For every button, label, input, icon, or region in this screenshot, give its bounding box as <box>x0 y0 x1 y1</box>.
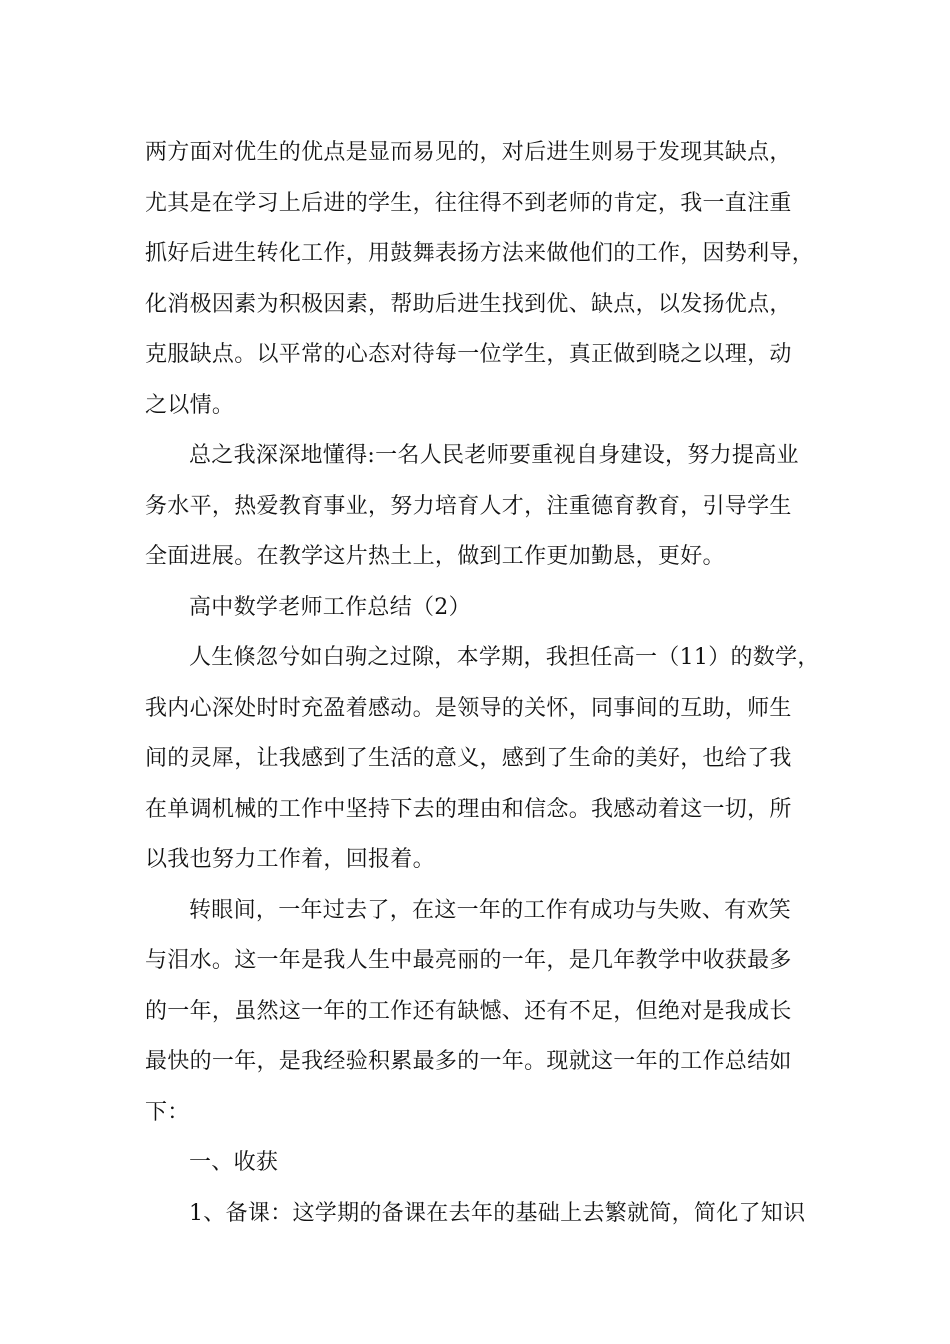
text-line: 克服缺点。以平常的心态对待每一位学生，真正做到晓之以理，动 <box>145 342 792 367</box>
document-body <box>145 128 825 1239</box>
text-line: 我内心深处时时充盈着感动。是领导的关怀，同事间的互助，师生 <box>145 695 792 721</box>
text-line: 的一年，虽然这一年的工作还有缺憾、还有不足，但绝对是我成长 <box>145 998 792 1024</box>
text-line: 最快的一年，是我经验积累最多的一年。现就这一年的工作总结如 <box>145 1049 792 1074</box>
text-line: 下： <box>145 1099 190 1125</box>
text-line: 抓好后进生转化工作，用鼓舞表扬方法来做他们的工作，因势利导， <box>145 241 815 266</box>
subsection-title: 一、收获 <box>189 1150 279 1175</box>
paragraph-start-line: 1、备课：这学期的备课在去年的基础上去繁就简，简化了知识 <box>189 1200 806 1226</box>
section-title: 高中数学老师工作总结（2） <box>189 594 471 620</box>
text-line: 以我也努力工作着，回报着。 <box>145 847 435 872</box>
text-line: 化消极因素为积极因素，帮助后进生找到优、缺点，以发扬优点， <box>145 291 792 317</box>
paragraph-start-line: 总之我深深地懂得:一名人民老师要重视自身建设，努力提高业 <box>189 443 799 468</box>
text-line: 在单调机械的工作中坚持下去的理由和信念。我感动着这一切，所 <box>145 796 792 822</box>
text-line: 务水平，热爱教育事业，努力培育人才，注重德育教育，引导学生 <box>145 493 792 519</box>
text-line: 之以情。 <box>145 392 235 418</box>
text-line: 尤其是在学习上后进的学生，往往得不到老师的肯定，我一直注重 <box>145 190 792 216</box>
text-line: 间的灵犀，让我感到了生活的意义，感到了生命的美好，也给了我 <box>145 746 792 771</box>
paragraph-start-line: 人生倏忽兮如白驹之过隙，本学期，我担任高一（11）的数学， <box>189 645 820 670</box>
text-line: 与泪水。这一年是我人生中最亮丽的一年，是几年教学中收获最多 <box>145 948 792 973</box>
paragraph-start-line: 转眼间，一年过去了，在这一年的工作有成功与失败、有欢笑 <box>189 897 792 923</box>
text-line: 全面进展。在教学这片热土上，做到工作更加勤恳，更好。 <box>145 544 725 569</box>
text-line: 两方面对优生的优点是显而易见的，对后进生则易于发现其缺点， <box>145 140 792 165</box>
